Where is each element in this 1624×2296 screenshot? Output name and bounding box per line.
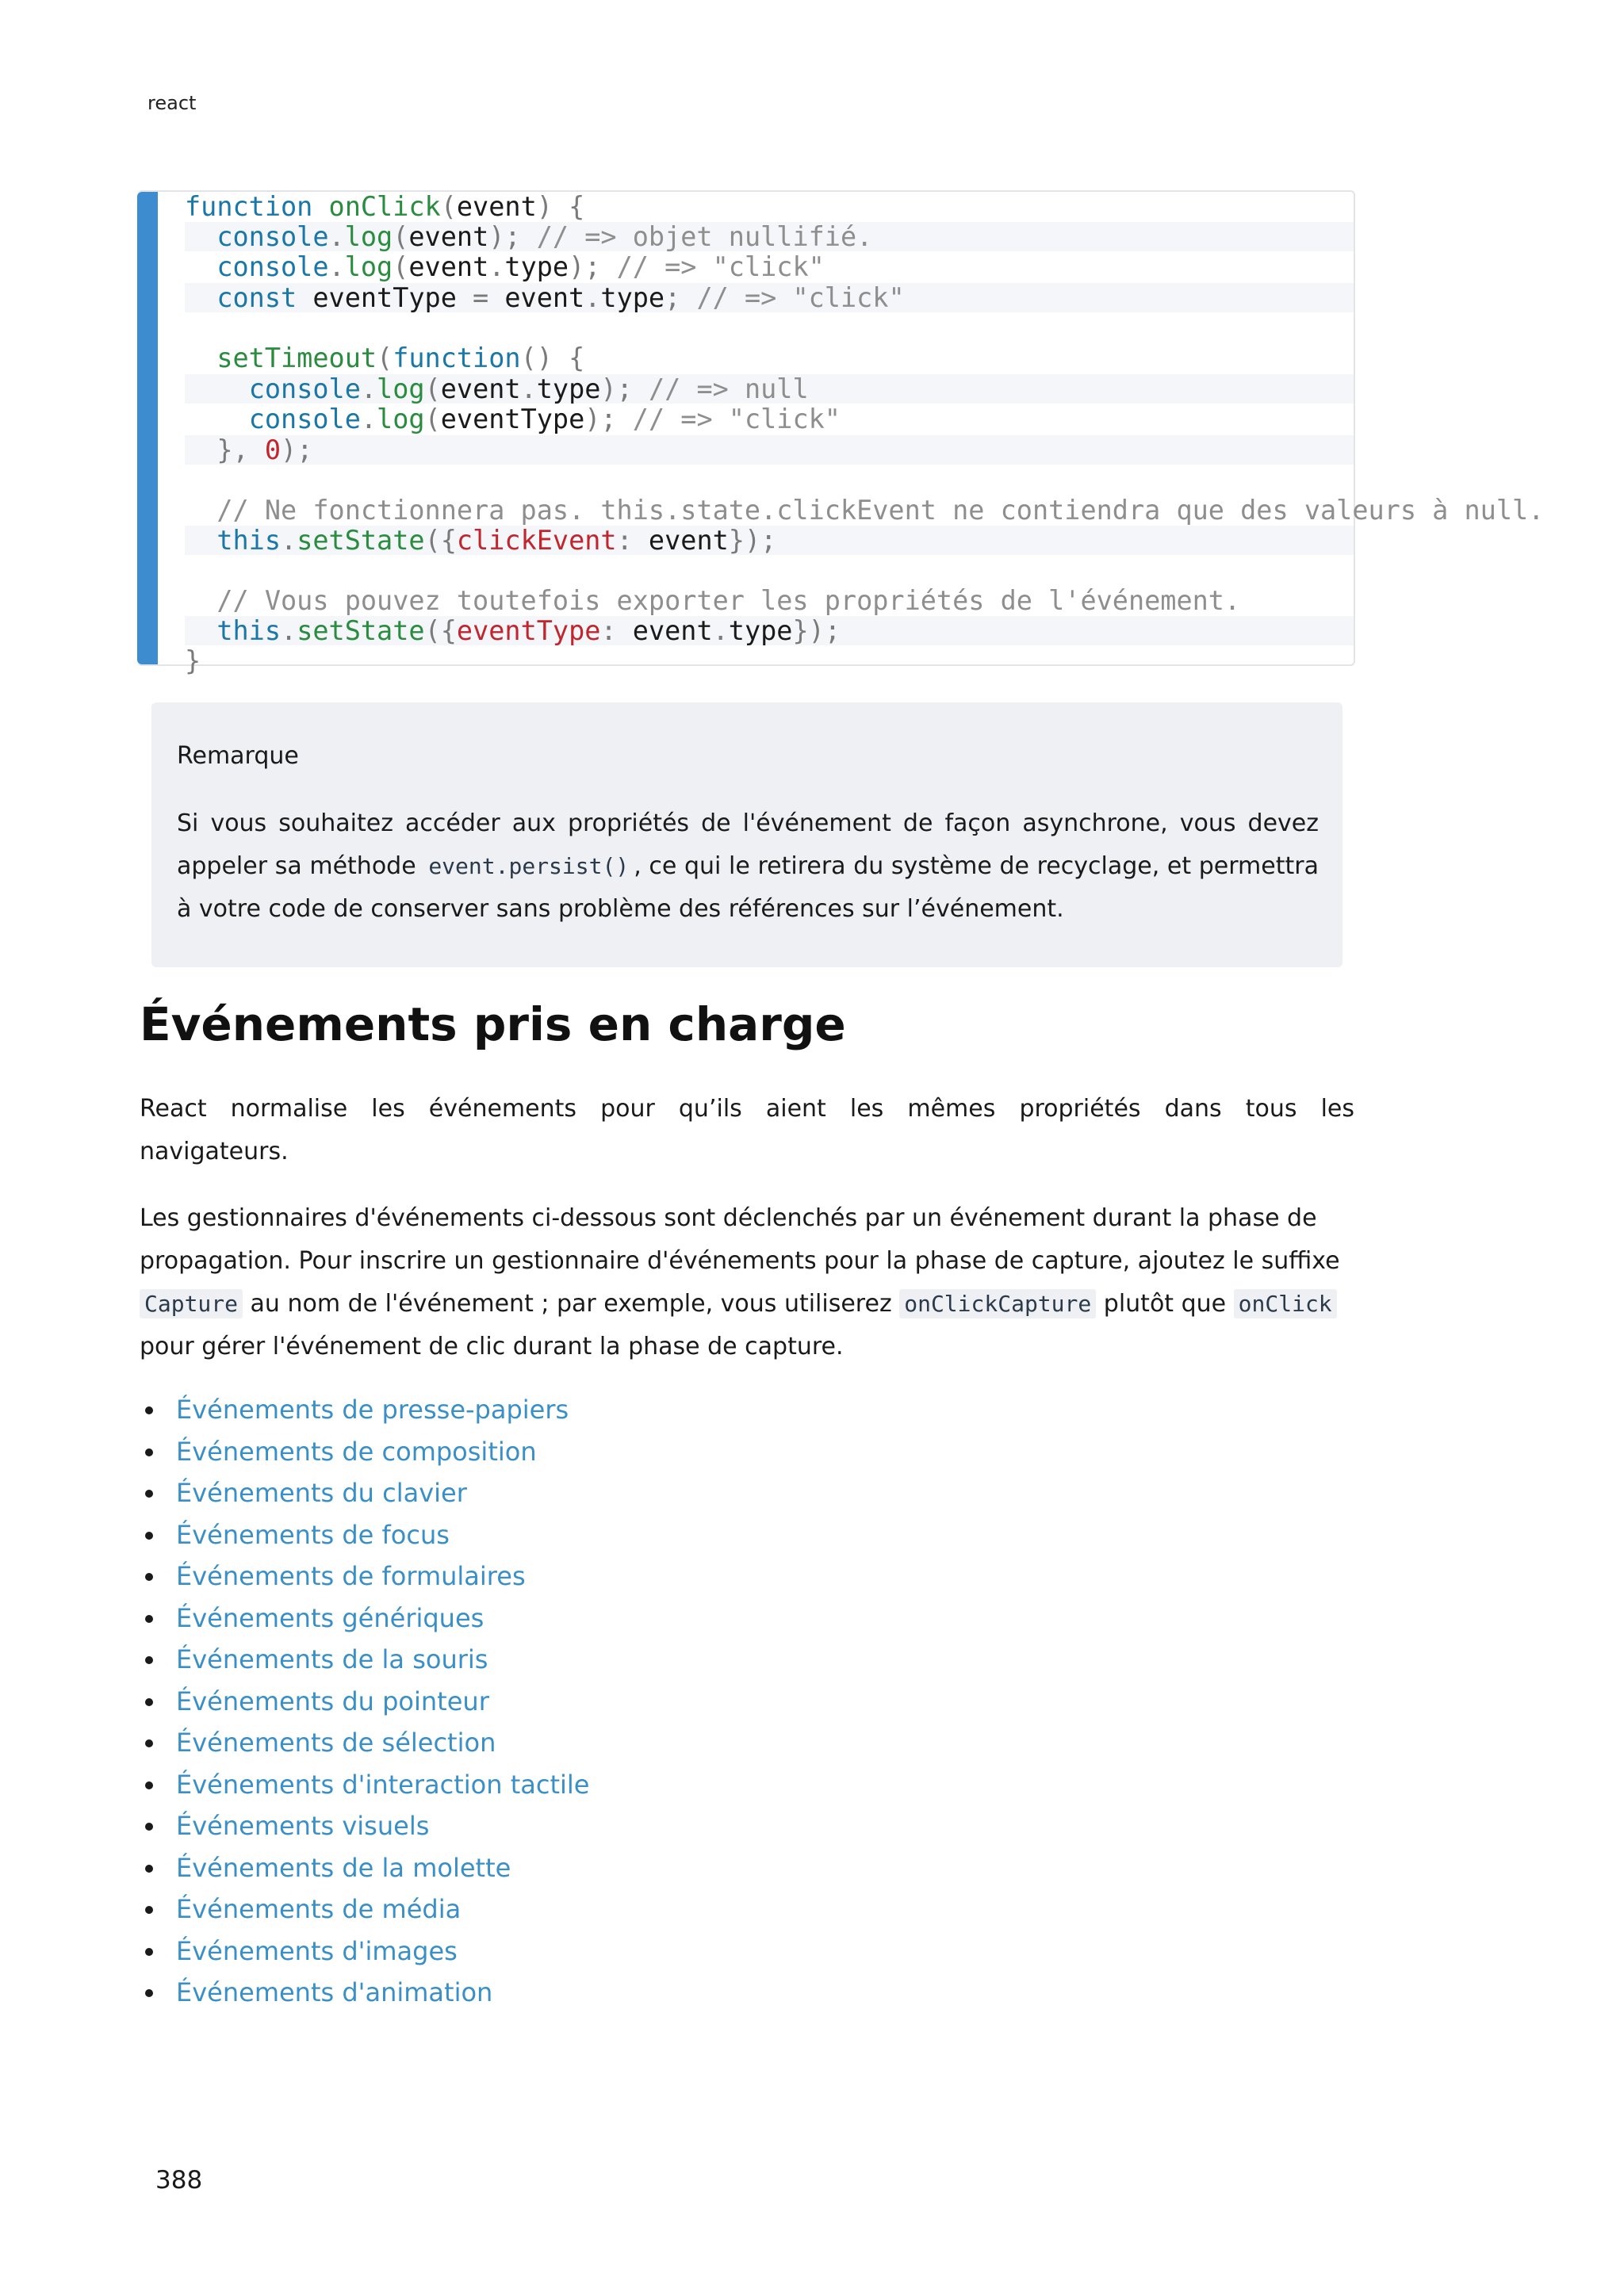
code-token: console — [248, 373, 361, 404]
code-token: ({ — [424, 525, 457, 556]
section-title: Événements pris en charge — [140, 997, 846, 1051]
code-token: console — [216, 251, 329, 282]
code-token: . — [584, 282, 601, 313]
code-token: event — [408, 251, 489, 282]
event-category-link[interactable]: Événements du clavier — [176, 1478, 467, 1508]
list-item — [140, 1805, 589, 1847]
list-item — [140, 1514, 589, 1556]
code-indent — [185, 615, 216, 646]
event-category-link[interactable]: Événements d'animation — [176, 1977, 493, 2007]
list-item — [140, 1472, 589, 1514]
code-line — [185, 343, 584, 373]
code-token: : — [600, 615, 617, 646]
note-box — [151, 702, 1342, 967]
code-token: event — [632, 525, 729, 556]
code-token: ); — [569, 251, 617, 282]
code-token: . — [488, 251, 505, 282]
list-item — [140, 1431, 589, 1473]
code-line — [185, 496, 1544, 525]
list-item — [140, 1972, 589, 2014]
code-token: ( — [424, 404, 441, 434]
event-category-link[interactable]: Événements de presse-papiers — [176, 1395, 569, 1425]
code-token: log — [344, 221, 393, 252]
code-token: eventType — [297, 282, 473, 313]
code-token: ); — [584, 404, 633, 434]
code-line — [185, 526, 1354, 555]
list-item — [140, 1847, 589, 1889]
page-number: 388 — [155, 2166, 203, 2195]
note-inline-code: event.persist() — [428, 853, 630, 879]
code-indent — [185, 495, 216, 526]
code-token: setTimeout — [216, 342, 377, 373]
code-token: ); — [600, 373, 649, 404]
propagation-text-3: plutôt que — [1096, 1290, 1234, 1318]
code-token: // => "click" — [696, 282, 905, 313]
code-token: event — [440, 373, 521, 404]
code-token: const — [216, 282, 297, 313]
intro-paragraph — [140, 1088, 1354, 1173]
code-token: }); — [792, 615, 841, 646]
note-text-1: Si vous souhaitez accéder aux propriétés de l'événement de façon asynchrone, vous devez appeler sa méthode — [177, 809, 1319, 880]
code-token: 0 — [264, 434, 282, 465]
list-item — [140, 1931, 589, 1973]
code-token: ( — [377, 342, 393, 373]
list-item — [140, 1764, 589, 1806]
code-token: ; — [665, 282, 697, 313]
propagation-text-4: pour gérer l'événement de clic durant la phase de capture. — [140, 1333, 844, 1360]
code-line — [185, 222, 1354, 251]
code-token: setState — [297, 525, 425, 556]
code-token: }, — [216, 434, 265, 465]
code-token: eventType — [456, 615, 601, 646]
code-token: this — [216, 615, 282, 646]
code-line — [185, 586, 1240, 615]
code-token: type — [504, 251, 569, 282]
code-token: . — [328, 251, 345, 282]
code-line — [185, 374, 1354, 404]
code-token: event — [616, 615, 713, 646]
code-token: console — [216, 221, 329, 252]
code-token: ); — [281, 434, 313, 465]
code-line — [185, 404, 841, 434]
code-token: this — [216, 525, 282, 556]
code-token: : — [616, 525, 633, 556]
code-token: type — [728, 615, 793, 646]
event-category-link[interactable]: Événements de composition — [176, 1436, 537, 1467]
code-token: } — [185, 645, 201, 676]
code-indent — [185, 373, 249, 404]
list-item — [140, 1888, 589, 1931]
list-item — [140, 1722, 589, 1764]
code-token: . — [328, 221, 345, 252]
code-token: type — [600, 282, 665, 313]
code-token — [312, 191, 328, 222]
code-token: ( — [393, 221, 409, 252]
code-token: function — [185, 191, 313, 222]
code-indent — [185, 342, 216, 373]
code-indent — [185, 221, 216, 252]
event-category-list — [140, 1389, 589, 2014]
code-token: }); — [728, 525, 777, 556]
code-token: // => "click" — [616, 251, 825, 282]
code-token: onClick — [328, 191, 441, 222]
event-category-link[interactable]: Événements de la souris — [176, 1644, 488, 1674]
code-line — [185, 435, 1354, 465]
note-body — [177, 802, 1319, 931]
code-block — [137, 190, 1545, 676]
code-indent — [185, 282, 216, 313]
code-indent — [185, 404, 249, 434]
code-token: event — [408, 221, 489, 252]
code-token: () { — [520, 342, 585, 373]
list-item — [140, 1681, 589, 1723]
list-item — [140, 1639, 589, 1681]
running-header: react — [147, 92, 197, 114]
event-category-link[interactable]: Événements d'interaction tactile — [176, 1769, 590, 1800]
list-item — [140, 1598, 589, 1640]
propagation-text-2: au nom de l'événement ; par exemple, vous utiliserez — [243, 1290, 900, 1318]
event-category-link[interactable]: Événements de sélection — [176, 1728, 496, 1758]
code-token: log — [344, 251, 393, 282]
code-token: ( — [393, 251, 409, 282]
code-token: . — [360, 373, 377, 404]
code-token: . — [281, 615, 297, 646]
code-token: ); — [488, 221, 537, 252]
event-category-link[interactable]: Événements de formulaires — [176, 1561, 526, 1591]
code-line — [185, 283, 1354, 312]
code-token: = — [473, 282, 489, 313]
code-token: ( — [440, 191, 457, 222]
intro-line-1: React normalise les événements pour qu’ils aient les mêmes propriétés dans tous les — [140, 1095, 1354, 1123]
code-indent — [185, 585, 216, 616]
code-token: log — [377, 404, 425, 434]
event-category-link[interactable]: Événements du pointeur — [176, 1686, 489, 1716]
code-token: event — [456, 191, 537, 222]
code-token: // Vous pouvez toutefois exporter les propriétés de l'événement. — [216, 585, 1241, 616]
code-indent — [185, 251, 216, 282]
code-token: eventType — [440, 404, 585, 434]
inline-code-onclickcapture: onClickCapture — [899, 1289, 1096, 1318]
code-token: setState — [297, 615, 425, 646]
code-token: . — [360, 404, 377, 434]
note-title: Remarque — [177, 742, 299, 770]
code-token: // Ne fonctionnera pas. this.state.clickEvent ne contiendra que des valeurs à null. — [216, 495, 1545, 526]
event-category-link[interactable]: Événements de la molette — [176, 1852, 511, 1883]
inline-code-capture: Capture — [140, 1289, 243, 1318]
code-token: . — [281, 525, 297, 556]
event-category-link[interactable]: Événements visuels — [176, 1811, 430, 1841]
code-token: // => objet nullifié. — [536, 221, 873, 252]
code-token: clickEvent — [456, 525, 617, 556]
code-token: event — [488, 282, 585, 313]
code-token: ( — [424, 373, 441, 404]
list-item — [140, 1556, 589, 1598]
intro-line-2: navigateurs. — [140, 1138, 289, 1165]
code-token: ) { — [536, 191, 585, 222]
event-category-link[interactable]: Événements de focus — [176, 1519, 450, 1550]
code-token: // => null — [648, 373, 809, 404]
propagation-paragraph — [140, 1197, 1354, 1368]
code-token: // => "click" — [632, 404, 841, 434]
code-indent — [185, 434, 216, 465]
code-token: function — [393, 342, 521, 373]
code-token: ({ — [424, 615, 457, 646]
code-token: type — [536, 373, 601, 404]
event-category-link[interactable]: Événements de média — [176, 1894, 462, 1924]
note-text-2: , ce qui le retirera du système de recyclage, et permettra à votre code de conserver sans problème des références sur l’événement. — [177, 852, 1319, 923]
propagation-text-1: Les gestionnaires d'événements ci-dessous sont déclenchés par un événement durant la phase de propagation. Pour inscrire un gestionnaire d'événements pour la phase de capture, ajoutez le suffixe — [140, 1204, 1340, 1275]
code-indent — [185, 525, 216, 556]
list-item — [140, 1389, 589, 1431]
code-line — [185, 252, 825, 281]
inline-code-onclick: onClick — [1234, 1289, 1337, 1318]
code-line — [185, 616, 1354, 645]
code-line — [185, 646, 201, 675]
event-category-link[interactable]: Événements d'images — [176, 1935, 458, 1966]
code-token: . — [712, 615, 729, 646]
code-block-accent-bar — [137, 192, 158, 664]
code-token: . — [520, 373, 537, 404]
code-token: log — [377, 373, 425, 404]
code-token: console — [248, 404, 361, 434]
code-line — [185, 192, 584, 221]
event-category-link[interactable]: Événements génériques — [176, 1602, 485, 1633]
